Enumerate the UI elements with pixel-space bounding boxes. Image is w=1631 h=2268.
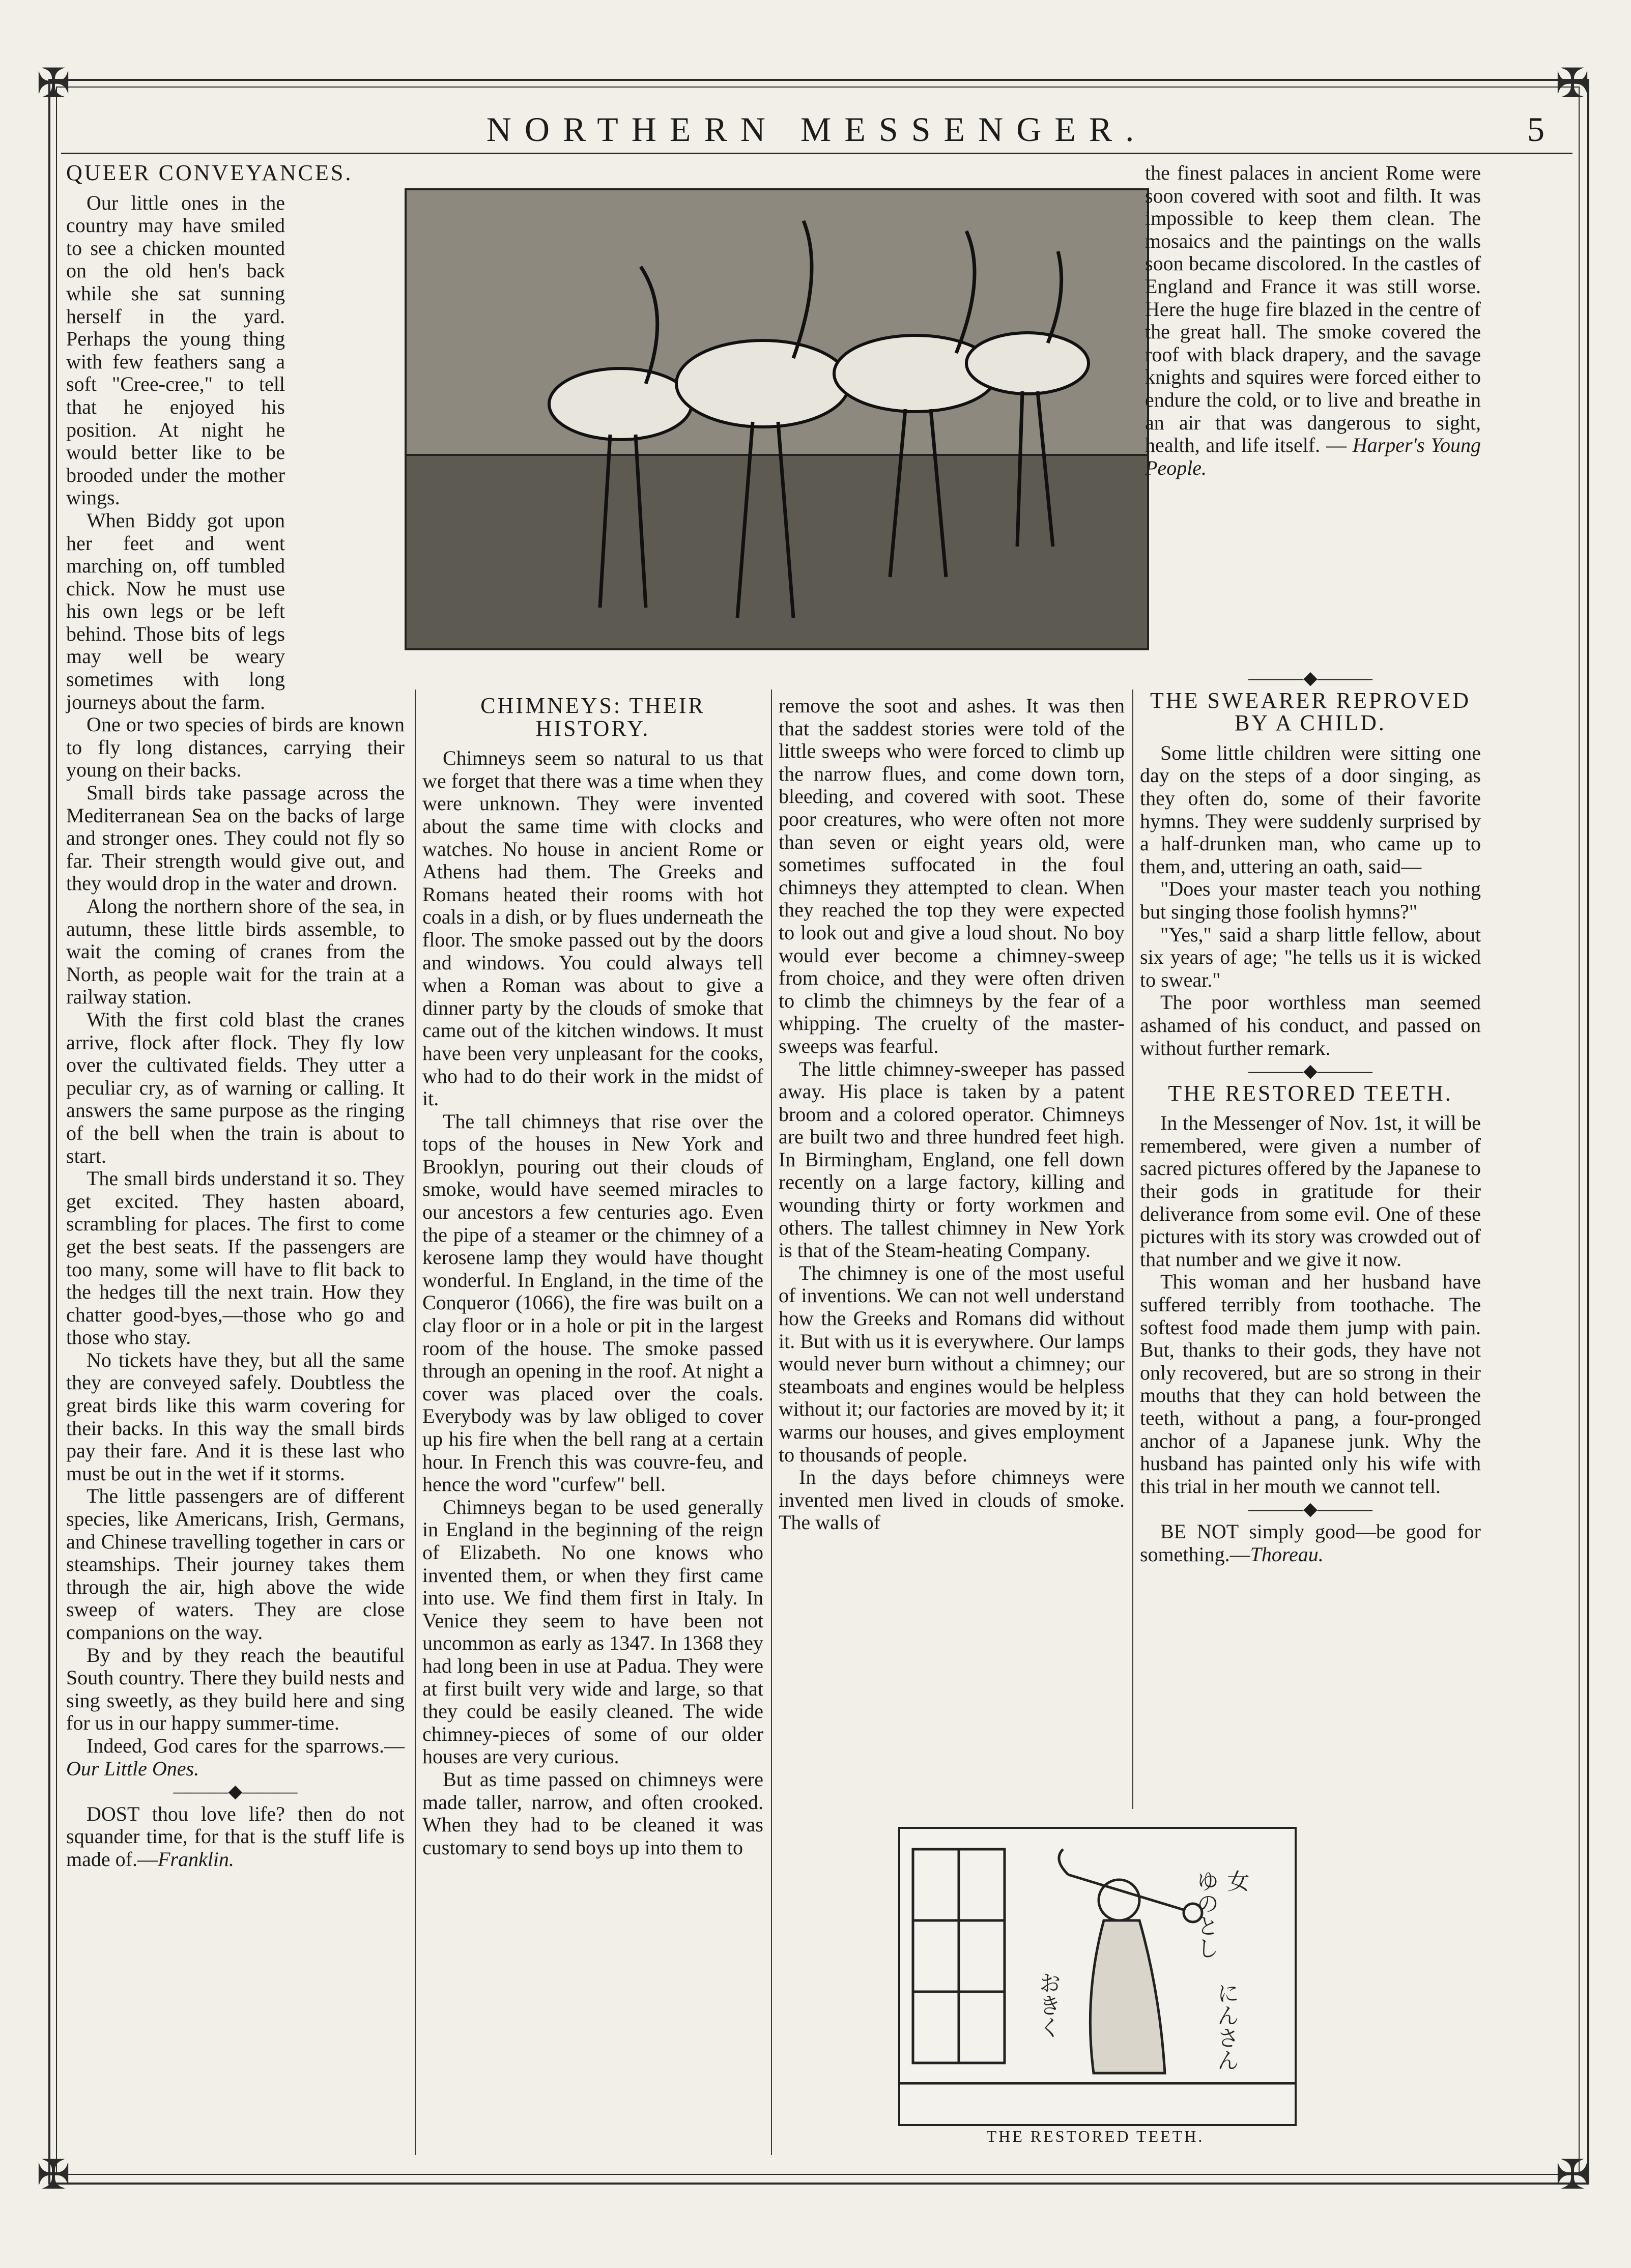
- source-citation: Our Little Ones.: [66, 1757, 199, 1780]
- quote-paragraph: DOST thou love life? then do not squander time, for that is the stuff life is made of.—Franklin.: [66, 1802, 405, 1871]
- section-divider: ———◆———: [173, 1781, 298, 1802]
- paragraph: The small birds understand it so. They get excited. They hasten aboard, scrambling for places. The first to come get the best seats. If the passengers are too many, some will have to flit back to the hedges till the next train. How they chatter good-byes,—those who go and those who stay.: [66, 1167, 405, 1349]
- quote-source: Thoreau.: [1250, 1542, 1324, 1566]
- paragraph: In the days before chimneys were invented men lived in clouds of smoke. The walls of: [779, 1466, 1125, 1534]
- cranes-engraving: [405, 188, 1149, 650]
- restored-teeth-figure: [898, 1827, 1297, 2126]
- paragraph: Small birds take passage across the Mediterranean Sea on the backs of large and stronger ones. They could not fly so far. Their strength would give out, and they would drop in the water and drown.: [66, 781, 405, 895]
- paragraph: Chimneys seem so natural to us that we forget that there was a time when they were unknown. They were invented about the same time with clocks and watches. No house in ancient Rome or Athens had them. The Greeks and Romans heated their rooms with hot coals in a dish, or by flues underneath the floor. The smoke passed out by the doors and windows. You could always tell when a Roman was about to give a dinner party by the clouds of smoke that came out of the kitchen windows. It must have been very unpleasant for the cooks, who had to do their work in the midst of it.: [422, 747, 763, 1110]
- paragraph: The little chimney-sweeper has passed away. His place is taken by a patent broom and a colored operator. Chimneys are built two and three hundred feet high. In Birmingham, England, one fell down recently on a large factory, killing and wounding thirty or forty workmen and others. The tallest chimney in New York is that of the Steam-heating Company.: [779, 1057, 1125, 1262]
- column-1: [66, 162, 405, 1871]
- paragraph: The tall chimneys that rise over the tops of the houses in New York and Brooklyn, pouring out their clouds of smoke, would have seemed miracles to our ancestors a few centuries ago. Even the pipe of a steamer or the chimney of a kerosene lamp they would have thought wonderful. In England, in the time of the Conqueror (1066), the fire was built on a clay floor or in a hole or pit in the largest room of the house. The smoke passed through an opening in the roof. At night a cover was placed over the coals. Everybody was by law obliged to cover up his fire when the bell rang at a certain hour. In French this was couvre-feu, and hence the word "curfew" bell.: [422, 1109, 763, 1496]
- paragraph: remove the soot and ashes. It was then that the saddest stories were told of the little sweeps who were forced to climb up the narrow flues, and come down torn, bleeding, and covered with soot. These poor creatures, who were often not more than seven or eight years old, were sometimes suffocated in the foul chimneys they attempted to clean. When they reached the top they were expected to look out and give a loud shout. No boy would ever become a chimney-sweep from choice, and they were often driven to climb the chimneys by the fear of a whipping. The cruelty of the master-sweeps was fearful.: [779, 694, 1125, 1057]
- figure-glyph: 女: [1223, 1870, 1249, 1892]
- paragraph: Along the northern shore of the sea, in autumn, these little birds assemble, to wait the coming of cranes from the North, as people wait for the train at a railway station.: [66, 895, 405, 1009]
- paragraph: Chimneys began to be used generally in England in the beginning of the reign of Elizabeth. No one knows who invented them, or when they first came into use. We find them first in Italy. In Venice they seem to have been not uncommon as early as 1347. In 1368 they had long been in use at Padua. They were at first built very wide and large, so that they could be easily cleaned. The wide chimney-pieces of some of our older houses are very curious.: [422, 1495, 763, 1768]
- paragraph: This woman and her husband have suffered terribly from toothache. The softest food made them jump with pain. But, thanks to their gods, they have not only recovered, but are so strong in their mouths that they can hold between the teeth, without a pang, a four-pronged anchor of a Japanese junk. Why the husband has painted only his wife with this trial in her mouth we cannot tell.: [1140, 1270, 1481, 1498]
- paragraph: One or two species of birds are known to fly long distances, carrying their young on their backs.: [66, 713, 405, 782]
- header-rule: [61, 153, 1572, 154]
- paragraph: But as time passed on chimneys were made taller, narrow, and often crooked. When they had to be cleaned it was customary to send boys up into them to: [422, 1767, 763, 1859]
- source-citation: Harper's Young People.: [1145, 434, 1481, 479]
- quote-paragraph: BE NOT simply good—be good for something.—Thoreau.: [1140, 1519, 1481, 1566]
- column-rule-2: [771, 690, 772, 2155]
- page-number: 5: [1527, 110, 1544, 149]
- corner-ornament-bottom-left-icon: ✠: [36, 2153, 71, 2198]
- article-heading-swearer: THE SWEARER REPROVED BY A CHILD.: [1150, 687, 1471, 736]
- figure-glyph: おきく: [1035, 1971, 1061, 2039]
- figure-glyph: ゆのとし: [1192, 1870, 1219, 1959]
- quote-text: DOST thou love life? then do not squander time, for that is the stuff life is made of.: [66, 1802, 405, 1871]
- paragraph: The chimney is one of the most useful of inventions. We can not well understand how the Greeks and Romans did without it. But with us it is everywhere. Our lamps would never burn without a chimney; our steamboats and engines would be helpless without it; our factories are moved by it; it warms our houses, and gives employment to thousands of people.: [779, 1261, 1125, 1466]
- paragraph: "Yes," said a sharp little fellow, about six years of age; "he tells us it is wicked to swear.": [1140, 923, 1481, 991]
- paragraph: Some little children were sitting one day on the steps of a door singing, as they often do, some of their favorite hymns. They were suddenly surprised by a half-drunken man, who came up to them, and, uttering an oath, said—: [1140, 741, 1481, 878]
- column-2: [422, 695, 763, 1859]
- article-heading-chimneys: CHIMNEYS: THEIR HISTORY.: [480, 693, 705, 741]
- corner-ornament-top-right-icon: ✠: [1555, 62, 1590, 106]
- section-divider: ———◆———: [1248, 1060, 1372, 1081]
- paragraph: The little passengers are of different species, like Americans, Irish, Germans, and Chinese travelling together in cars or steamships. Their journey takes them through the air, high above the wide sweep of waters. They are close companions on the way.: [66, 1484, 405, 1644]
- paragraph: "Does your master teach you nothing but singing those foolish hymns?": [1140, 877, 1481, 923]
- paragraph: No tickets have they, but all the same they are conveyed safely. Doubtless the great birds like this warm covering for their backs. In this way the small birds pay their fare. And it is these last who must be out in the wet if it storms.: [66, 1348, 405, 1485]
- article-heading-queer-conveyances: QUEER CONVEYANCES.: [66, 160, 353, 185]
- section-divider: ———◆———: [1248, 668, 1372, 688]
- figure-caption: THE RESTORED TEETH.: [986, 2127, 1205, 2145]
- section-divider: ———◆———: [1248, 1499, 1372, 1519]
- paragraph: In the Messenger of Nov. 1st, it will be remembered, were given a number of sacred pictures offered by the Japanese to their gods in gratitude for their deliverance from some evil. One of these pictures with its story was crowded out of that number and we give it now.: [1140, 1111, 1481, 1271]
- column-4-top: [1145, 162, 1481, 479]
- column-rule-3: [1132, 690, 1133, 1809]
- paragraph: the finest palaces in ancient Rome were soon covered with soot and filth. It was impossible to keep them clean. The mosaics and the paintings on the walls soon became discolored. In the castles of England and France it was still worse. Here the huge fire blazed in the centre of the great hall. The smoke covered the roof with black drapery, and the savage knights and squires were forced either to endure the cold, or to live and breathe in an air that was dangerous to sight, health, and life itself. — Harper's Young People.: [1145, 161, 1481, 479]
- paragraph: When Biddy got upon her feet and went marching on, off tumbled chick. Now he must use his own legs or be left behind. Those bits of legs may well be weary sometimes with long journeys about the farm.: [66, 508, 285, 713]
- column-rule-1: [415, 690, 416, 2155]
- corner-ornament-top-left-icon: ✠: [36, 62, 71, 106]
- paragraph: Our little ones in the country may have smiled to see a chicken mounted on the old hen's back while she sat sunning herself in the yard. Perhaps the young thing with few feathers sang a soft "Cree-cree," to tell that he enjoyed his position. At night he would better like to be brooded under the mother wings.: [66, 191, 285, 509]
- masthead-title: NORTHERN MESSENGER.: [486, 110, 1148, 149]
- figure-glyph: にんさん: [1213, 1982, 1239, 2071]
- paragraph: The poor worthless man seemed ashamed of his conduct, and passed on without further remark.: [1140, 991, 1481, 1059]
- column-3: [779, 695, 1125, 1534]
- paragraph-text: Indeed, God cares for the sparrows.: [87, 1734, 384, 1757]
- article-heading-restored-teeth: THE RESTORED TEETH.: [1168, 1080, 1453, 1106]
- corner-ornament-bottom-right-icon: ✠: [1555, 2153, 1590, 2198]
- cranes-illustration-icon: [407, 190, 1147, 648]
- paragraph: With the first cold blast the cranes arrive, flock after flock. They fly low over the cultivated fields. They utter a peculiar cry, as of warning or calling. It answers the same purpose as the ringing of the bell when the train is about to start.: [66, 1008, 405, 1167]
- column-4: [1140, 667, 1481, 1566]
- paragraph-text: the finest palaces in ancient Rome were soon covered with soot and filth. It was impossible to keep them clean. The mosaics and the paintings on the walls soon became discolored. In the castles of England and France it was still worse. Here the huge fire blazed in the centre of the great hall. The smoke covered the roof with black drapery, and the savage knights and squires were forced either to endure the cold, or to live and breathe in an air that was dangerous to sight, health, and life itself.: [1145, 161, 1481, 457]
- paragraph: By and by they reach the beautiful South country. There they build nests and sing sweetly, as they build here and sing for us in our happy summer-time.: [66, 1643, 405, 1735]
- paragraph-with-source: Indeed, God cares for the sparrows.—Our Little Ones.: [66, 1734, 405, 1780]
- quote-text: BE NOT simply good—be good for something.: [1140, 1519, 1481, 1566]
- woman-with-anchor-icon: [900, 1829, 1295, 2124]
- quote-source: Franklin.: [157, 1847, 234, 1871]
